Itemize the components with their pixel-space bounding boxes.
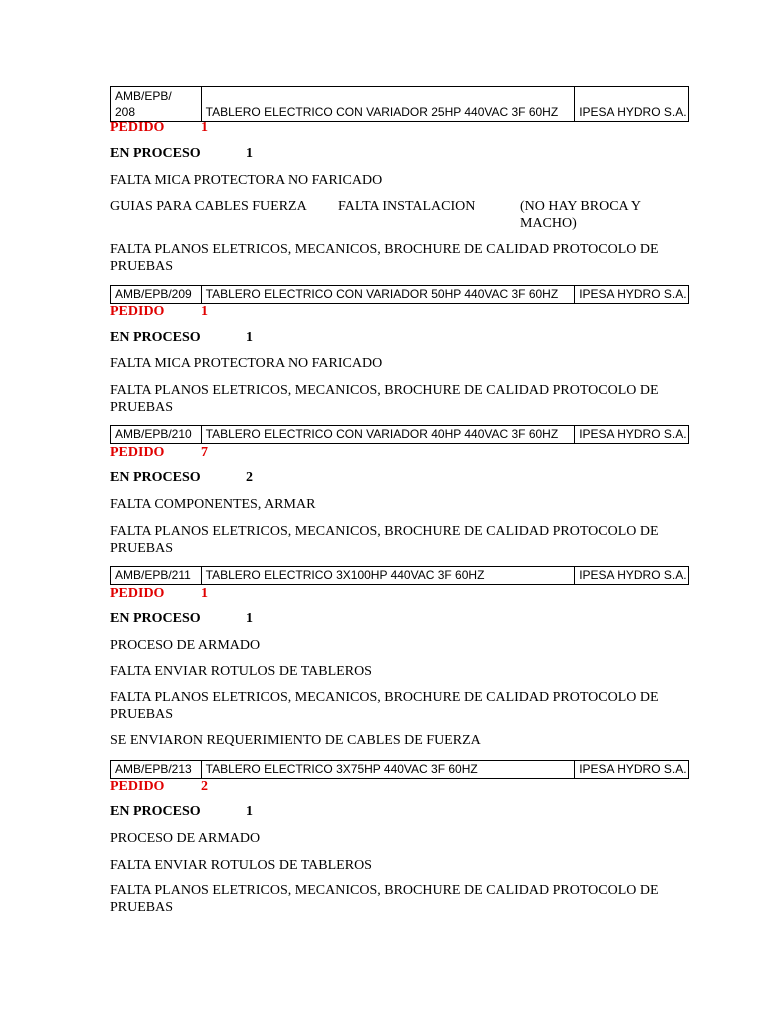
item-code — [111, 87, 202, 122]
en-proceso-label: EN PROCESO — [110, 611, 201, 626]
note-falta-instalacion: FALTA INSTALACION — [338, 199, 476, 214]
en-proceso-line — [110, 329, 253, 346]
en-proceso-line — [110, 803, 253, 820]
pedido-label: PEDIDO — [110, 445, 165, 460]
en-proceso-label: EN PROCESO — [110, 470, 201, 485]
en-proceso-line — [110, 145, 253, 162]
item-description: TABLERO ELECTRICO 3X100HP 440VAC 3F 60HZ — [201, 567, 575, 585]
en-proceso-value: 1 — [246, 330, 253, 345]
item-row-213 — [110, 760, 689, 779]
note: FALTA PLANOS ELETRICOS, MECANICOS, BROCHURE DE CALIDAD PROTOCOLO DE PRUEBAS — [110, 383, 659, 415]
item-company: IPESA HYDRO S.A. — [575, 761, 689, 779]
note: FALTA PLANOS ELETRICOS, MECANICOS, BROCHURE DE CALIDAD PROTOCOLO DE PRUEBAS — [110, 242, 659, 274]
en-proceso-label: EN PROCESO — [110, 146, 201, 161]
item-description: TABLERO ELECTRICO CON VARIADOR 50HP 440VAC 3F 60HZ — [201, 286, 575, 304]
note: FALTA PLANOS ELETRICOS, MECANICOS, BROCHURE DE CALIDAD PROTOCOLO DE PRUEBAS — [110, 690, 659, 722]
item-code-line1: AMB/EPB/ — [115, 89, 172, 103]
en-proceso-value: 1 — [246, 611, 253, 626]
note: FALTA PLANOS ELETRICOS, MECANICOS, BROCHURE DE CALIDAD PROTOCOLO DE PRUEBAS — [110, 524, 659, 556]
pedido-line — [110, 444, 208, 461]
note: PROCESO DE ARMADO — [110, 638, 261, 653]
item-row-208 — [110, 86, 689, 122]
pedido-value: 1 — [201, 586, 208, 601]
note: FALTA PLANOS ELETRICOS, MECANICOS, BROCHURE DE CALIDAD PROTOCOLO DE PRUEBAS — [110, 883, 659, 915]
en-proceso-value: 2 — [246, 470, 253, 485]
item-row-209 — [110, 285, 689, 304]
note: FALTA COMPONENTES, ARMAR — [110, 497, 316, 512]
item-description: TABLERO ELECTRICO CON VARIADOR 25HP 440VAC 3F 60HZ — [201, 87, 575, 122]
item-company: IPESA HYDRO S.A. — [575, 87, 689, 122]
pedido-line — [110, 778, 208, 795]
pedido-label: PEDIDO — [110, 304, 165, 319]
item-code: AMB/EPB/210 — [111, 426, 202, 444]
pedido-line — [110, 585, 208, 602]
note: FALTA ENVIAR ROTULOS DE TABLEROS — [110, 858, 372, 873]
note: FALTA ENVIAR ROTULOS DE TABLEROS — [110, 664, 372, 679]
item-description: TABLERO ELECTRICO 3X75HP 440VAC 3F 60HZ — [201, 761, 575, 779]
pedido-value: 1 — [201, 120, 208, 135]
item-row-211 — [110, 566, 689, 585]
item-code: AMB/EPB/211 — [111, 567, 202, 585]
item-description: TABLERO ELECTRICO CON VARIADOR 40HP 440VAC 3F 60HZ — [201, 426, 575, 444]
pedido-label: PEDIDO — [110, 586, 165, 601]
item-company: IPESA HYDRO S.A. — [575, 286, 689, 304]
note: FALTA MICA PROTECTORA NO FARICADO — [110, 356, 383, 371]
pedido-value: 1 — [201, 304, 208, 319]
en-proceso-value: 1 — [246, 804, 253, 819]
en-proceso-value: 1 — [246, 146, 253, 161]
item-company: IPESA HYDRO S.A. — [575, 567, 689, 585]
item-code-line2: 208 — [115, 105, 136, 119]
en-proceso-line — [110, 610, 253, 627]
pedido-line — [110, 303, 208, 320]
item-code: AMB/EPB/213 — [111, 761, 202, 779]
pedido-value: 2 — [201, 779, 208, 794]
en-proceso-label: EN PROCESO — [110, 804, 201, 819]
note-guias-cables: GUIAS PARA CABLES FUERZA — [110, 199, 307, 214]
pedido-label: PEDIDO — [110, 779, 165, 794]
note: FALTA MICA PROTECTORA NO FARICADO — [110, 173, 383, 188]
item-row-210 — [110, 425, 689, 444]
pedido-line — [110, 119, 208, 136]
note-broca-macho: (NO HAY BROCA Y MACHO) — [520, 199, 641, 231]
note: SE ENVIARON REQUERIMIENTO DE CABLES DE FUERZA — [110, 733, 481, 748]
item-code: AMB/EPB/209 — [111, 286, 202, 304]
item-company: IPESA HYDRO S.A. — [575, 426, 689, 444]
pedido-value: 7 — [201, 445, 208, 460]
en-proceso-label: EN PROCESO — [110, 330, 201, 345]
en-proceso-line — [110, 469, 253, 486]
note: PROCESO DE ARMADO — [110, 831, 261, 846]
pedido-label: PEDIDO — [110, 120, 165, 135]
